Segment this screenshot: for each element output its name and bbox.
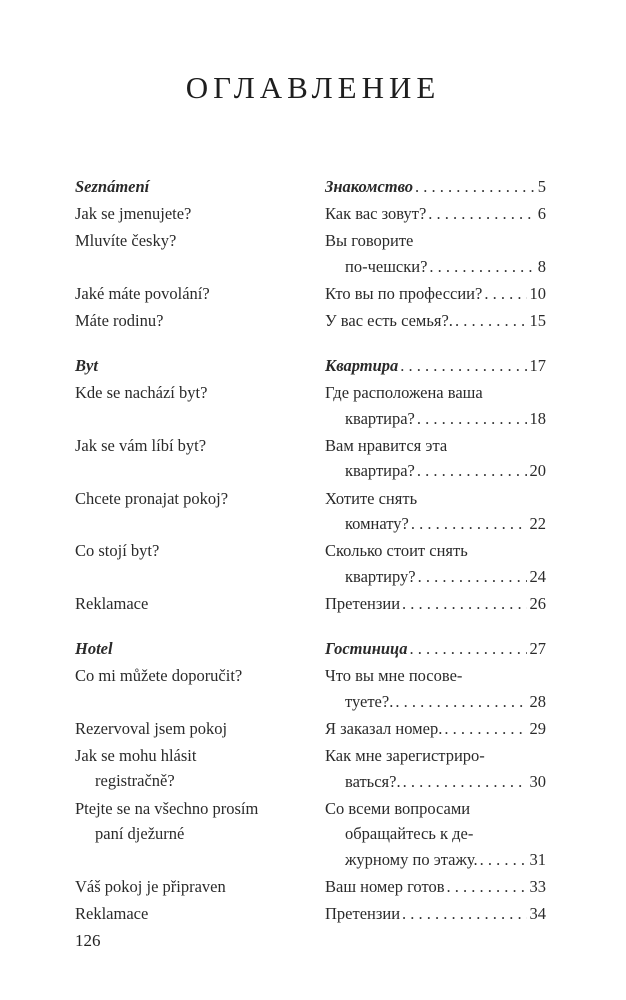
entry-page-number: 34 <box>529 904 546 924</box>
entry-cz <box>75 486 315 511</box>
entry-cz-line: Kde se nachází byt? <box>75 383 208 403</box>
entry-ru-line: обращайтесь к де- <box>345 824 474 844</box>
entry-page-number: 8 <box>537 256 546 276</box>
entry-ru <box>325 538 546 589</box>
section-heading-ru <box>325 174 546 200</box>
entry-cz <box>75 201 315 226</box>
page-number: 126 <box>75 931 101 950</box>
entry-cz <box>75 538 315 563</box>
entry-cz <box>75 874 315 899</box>
entry-ru <box>325 874 546 900</box>
entry-page-number: 6 <box>537 204 546 224</box>
entry-ru-line: У вас есть семья?. <box>325 311 453 330</box>
heading-page-number: 5 <box>537 177 546 196</box>
entry-ru-line: Как вас зовут? <box>325 204 427 224</box>
entry-page-number: 20 <box>529 461 546 481</box>
entry-ru-line: Вы говорите <box>325 231 414 251</box>
entry-ru <box>325 901 546 927</box>
leader-dots <box>453 308 527 334</box>
entry-ru-line: туете?. <box>345 691 394 711</box>
entry-ru <box>325 591 546 617</box>
entry-page-number: 28 <box>529 691 546 711</box>
heading-page-number: 17 <box>529 356 546 376</box>
entry-ru <box>325 796 546 873</box>
entry-ru-line: Как мне зарегистриро- <box>325 746 485 765</box>
entry-cz <box>75 716 315 741</box>
entry-ru-line: журному по этажу. <box>345 849 478 869</box>
entry-cz-line: Co mi můžete doporučit? <box>75 666 243 686</box>
entry-page-number: 30 <box>529 771 546 791</box>
entry-ru-line: Сколько стоит снять <box>325 541 468 561</box>
heading-label: Гостиница <box>325 639 408 659</box>
entry-ru <box>325 201 546 227</box>
entry-cz <box>75 591 315 616</box>
entry-page-number: 31 <box>529 849 546 869</box>
entry-cz-line: Co stojí byt? <box>75 541 160 561</box>
entry-cz-line: Jak se vám líbí byt? <box>75 435 207 455</box>
entry-cz-line: Reklamace <box>75 594 149 613</box>
entry-ru-line: Хотите снять <box>325 488 418 508</box>
entry-page-number: 24 <box>529 566 546 586</box>
entry-cz <box>75 743 315 793</box>
entry-ru-line: Ваш номер готов <box>325 877 445 896</box>
entry-cz <box>75 901 315 926</box>
entry-cz-line: Rezervoval jsem pokoj <box>75 718 228 738</box>
page-title: ОГЛАВЛЕНИЕ <box>185 70 441 105</box>
entry-ru <box>325 663 546 714</box>
entry-cz-line: registračně? <box>95 771 175 790</box>
leader-dots <box>400 901 526 927</box>
entry-cz-line: paní dježurné <box>95 823 185 843</box>
entry-cz <box>75 228 315 253</box>
leader-dots <box>427 254 534 280</box>
leader-dots <box>478 847 527 873</box>
entry-page-number: 26 <box>529 594 546 613</box>
entry-ru <box>325 228 546 279</box>
leader-dots <box>415 406 527 432</box>
section-heading-ru <box>325 353 546 379</box>
entry-ru <box>325 308 546 334</box>
entry-ru-line: ваться?. <box>345 771 401 791</box>
entry-page-number: 15 <box>529 311 546 330</box>
leader-dots <box>415 458 527 484</box>
entry-ru <box>325 486 546 537</box>
section-heading-ru <box>325 636 546 662</box>
entry-page-number: 18 <box>529 408 546 428</box>
entry-ru <box>325 380 546 431</box>
entry-cz-line: Máte rodinu? <box>75 311 164 330</box>
leader-dots <box>398 353 526 379</box>
entry-ru-line: Кто вы по профессии? <box>325 283 483 303</box>
entry-ru-line: Вам нравится эта <box>325 435 448 455</box>
entry-ru <box>325 743 546 794</box>
entry-ru-line: Со всеми вопросами <box>325 798 471 818</box>
section-heading-cz: Seznámení <box>75 177 150 196</box>
entry-cz-line: Reklamace <box>75 904 149 924</box>
heading-label: Квартира <box>325 356 399 376</box>
entry-cz <box>75 380 315 405</box>
section-heading-cz: Hotel <box>75 639 113 659</box>
entry-cz <box>75 281 315 306</box>
entry-page-number: 10 <box>529 283 546 303</box>
leader-dots <box>426 201 534 227</box>
entry-cz-line: Váš pokoj je připraven <box>75 877 226 896</box>
entry-ru-line: Я заказал номер. <box>325 718 443 738</box>
entry-ru-line: Где расположена ваша <box>325 383 483 403</box>
leader-dots <box>482 281 526 307</box>
entry-ru-line: Претензии <box>325 594 401 613</box>
leader-dots <box>413 174 535 200</box>
heading-label: Знакомство <box>325 177 414 196</box>
entry-cz-line: Jaké máte povolání? <box>75 283 210 303</box>
leader-dots <box>409 511 527 537</box>
entry-cz-line: Ptejte se na všechno prosím <box>75 798 259 818</box>
entry-ru <box>325 433 546 484</box>
entry-ru-line: Что вы мне посове- <box>325 666 463 686</box>
leader-dots <box>407 636 526 662</box>
leader-dots <box>416 564 527 590</box>
leader-dots <box>442 716 526 742</box>
entry-ru-line: комнату? <box>345 514 409 534</box>
leader-dots <box>445 874 527 900</box>
entry-ru-line: Претензии <box>325 904 401 924</box>
heading-page-number: 27 <box>529 639 546 659</box>
entry-ru-line: по-чешски? <box>345 256 428 276</box>
leader-dots <box>393 689 526 715</box>
entry-page-number: 33 <box>529 877 546 896</box>
entry-cz-line: Jak se jmenujete? <box>75 204 192 224</box>
entry-ru-line: квартиру? <box>345 566 416 586</box>
leader-dots <box>401 769 527 795</box>
entry-ru-line: квартира? <box>345 461 415 481</box>
entry-ru <box>325 281 546 307</box>
entry-ru <box>325 716 546 742</box>
entry-cz <box>75 308 315 333</box>
entry-page-number: 29 <box>529 718 546 738</box>
entry-cz <box>75 796 315 846</box>
entry-cz-line: Jak se mohu hlásit <box>75 746 197 765</box>
entry-cz <box>75 663 315 688</box>
section-heading-cz: Byt <box>75 356 98 376</box>
entry-page-number: 22 <box>529 514 546 534</box>
entry-cz <box>75 433 315 458</box>
entry-cz-line: Chcete pronajat pokoj? <box>75 488 229 508</box>
entry-ru-line: квартира? <box>345 408 415 428</box>
leader-dots <box>400 591 526 617</box>
entry-cz-line: Mluvíte česky? <box>75 231 177 251</box>
